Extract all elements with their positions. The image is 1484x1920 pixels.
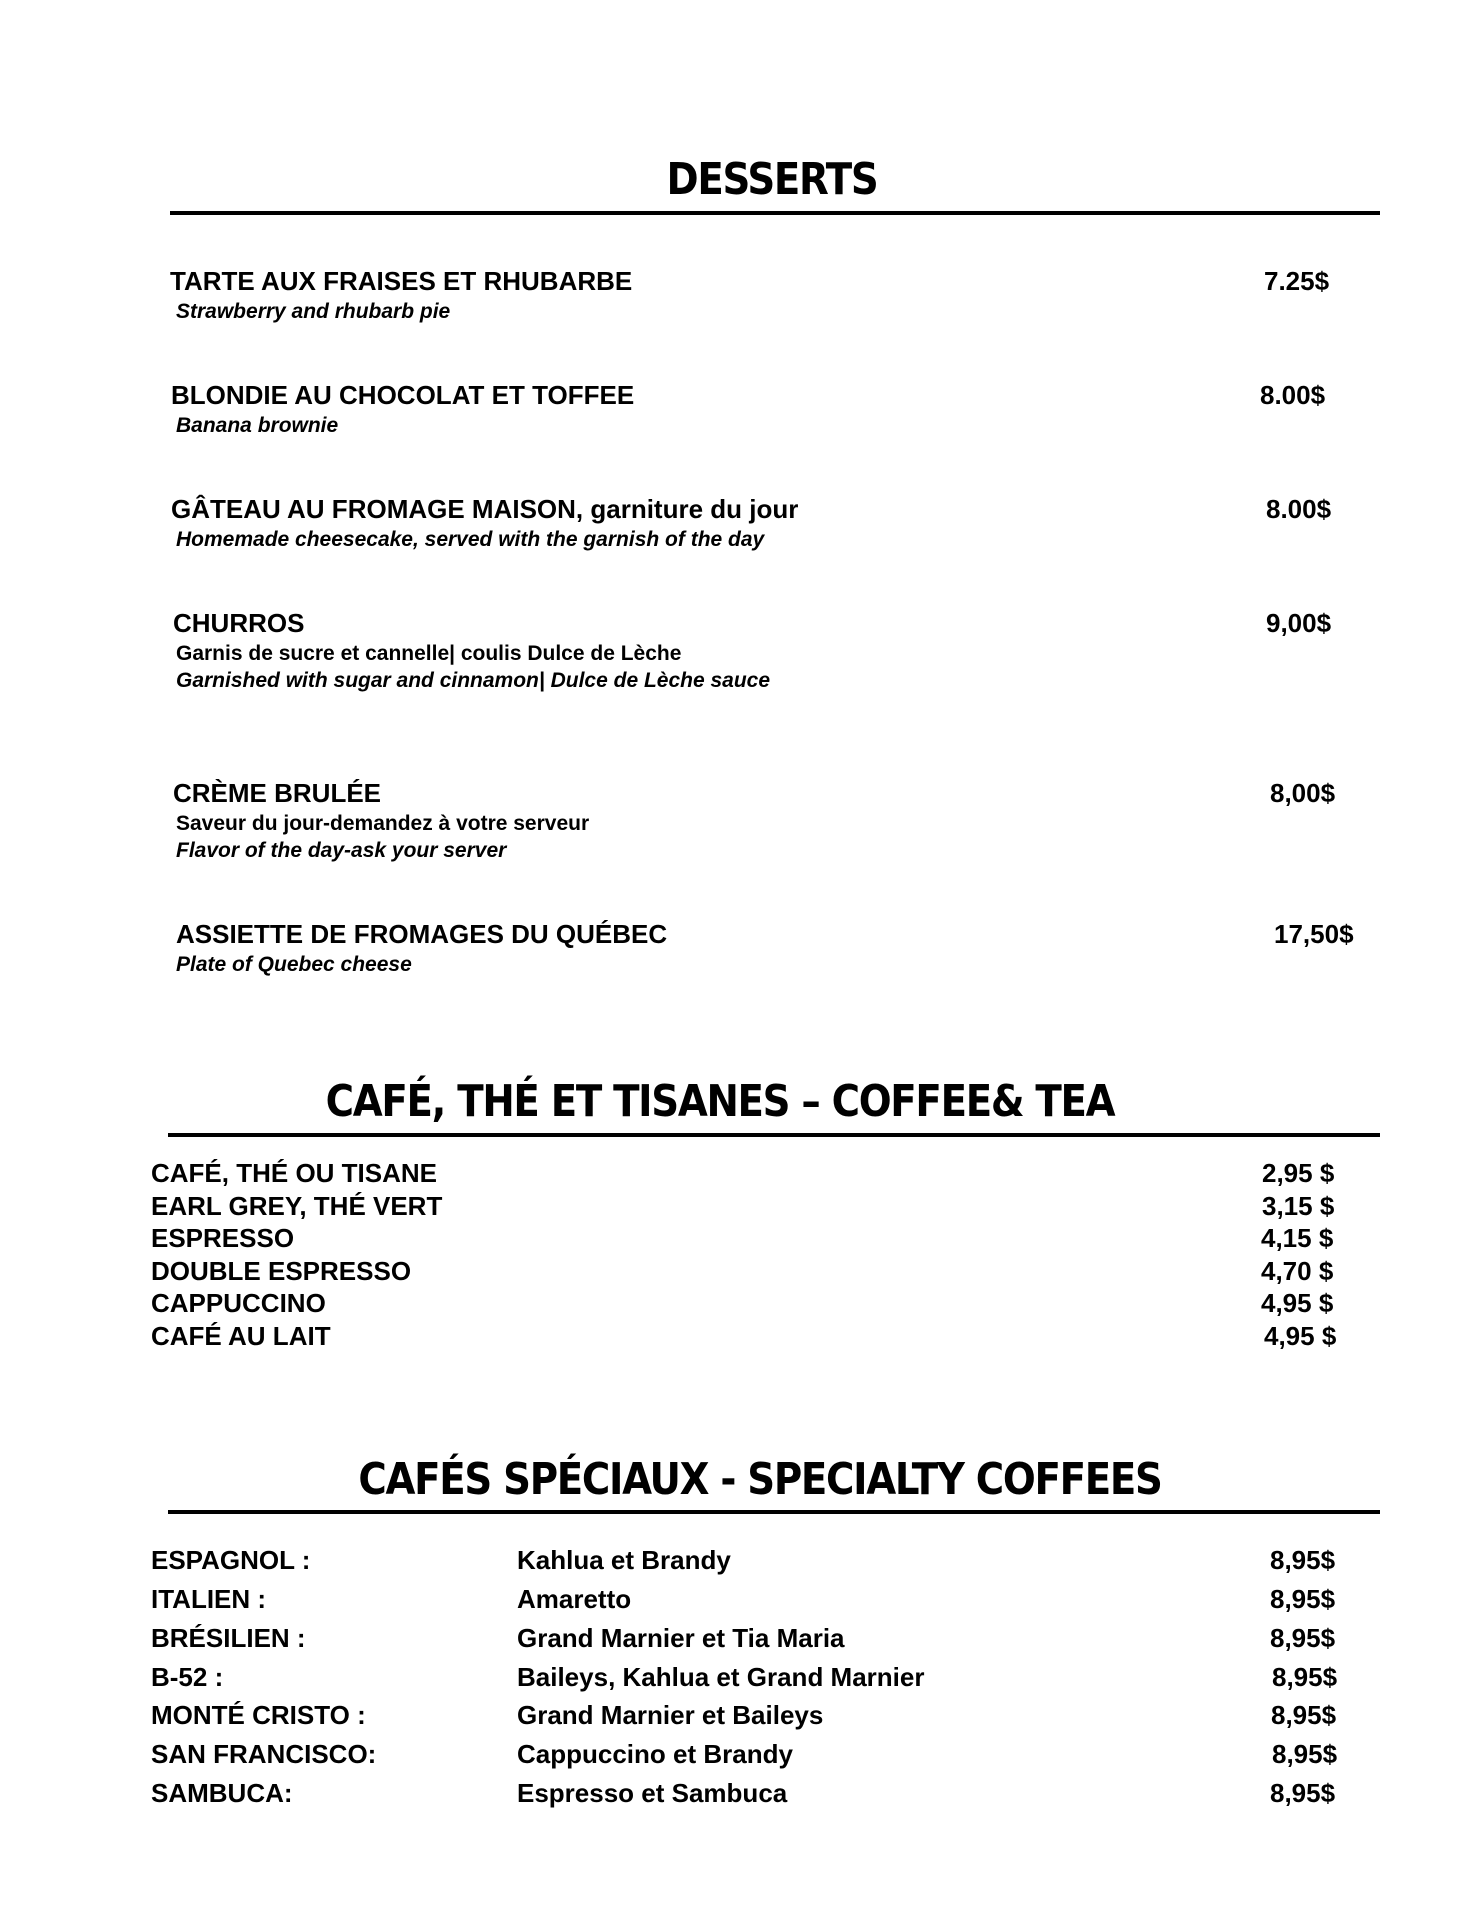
dessert-desc: Garnished with sugar and cinnamon| Dulce de Lèche sauce bbox=[176, 669, 771, 692]
coffee-tea-heading: CAFÉ, THÉ ET TISANES – COFFEE& TEA bbox=[325, 1076, 1115, 1127]
specialty-liquor: Grand Marnier et Tia Maria bbox=[517, 1623, 845, 1653]
specialty-liquor: Kahlua et Brandy bbox=[517, 1545, 731, 1575]
specialty-price: 8,95$ bbox=[1270, 1778, 1336, 1808]
dessert-desc: Flavor of the day-ask your server bbox=[176, 839, 507, 862]
dessert-desc: Plate of Quebec cheese bbox=[176, 953, 412, 976]
specialty-liquor: Baileys, Kahlua et Grand Marnier bbox=[517, 1662, 925, 1692]
specialty-price: 8,95$ bbox=[1271, 1700, 1337, 1730]
coffee-price: 2,95 $ bbox=[1262, 1158, 1335, 1188]
specialty-price: 8,95$ bbox=[1270, 1623, 1336, 1653]
specialty-name: B-52 : bbox=[151, 1662, 224, 1692]
dessert-price: 8.00$ bbox=[1266, 494, 1332, 524]
specialty-name: SAN FRANCISCO: bbox=[151, 1739, 377, 1769]
dessert-desc: Homemade cheesecake, served with the garnish of the day bbox=[176, 528, 765, 551]
specialty-liquor: Grand Marnier et Baileys bbox=[517, 1700, 824, 1730]
dessert-price: 9,00$ bbox=[1266, 608, 1332, 638]
coffee-name: CAFÉ AU LAIT bbox=[151, 1321, 331, 1351]
coffee-price: 4,95 $ bbox=[1261, 1288, 1334, 1318]
specialty-liquor: Espresso et Sambuca bbox=[517, 1778, 788, 1808]
coffee-name: ESPRESSO bbox=[151, 1223, 295, 1253]
coffee-name: CAPPUCCINO bbox=[151, 1288, 326, 1318]
specialty-name: BRÉSILIEN : bbox=[151, 1623, 306, 1653]
specialty-liquor: Cappuccino et Brandy bbox=[517, 1739, 793, 1769]
specialty-name: ITALIEN : bbox=[151, 1584, 267, 1614]
specialty-price: 8,95$ bbox=[1270, 1545, 1336, 1575]
coffee-price: 4,70 $ bbox=[1261, 1256, 1334, 1286]
specialty-price: 8,95$ bbox=[1272, 1739, 1338, 1769]
coffee-price: 4,15 $ bbox=[1261, 1223, 1334, 1253]
dessert-desc-fr: Saveur du jour-demandez à votre serveur bbox=[176, 812, 590, 835]
coffee-name: CAFÉ, THÉ OU TISANE bbox=[151, 1158, 438, 1188]
coffee-tea-divider bbox=[168, 1133, 1380, 1137]
specialty-name: ESPAGNOL : bbox=[151, 1545, 311, 1575]
dessert-name: ASSIETTE DE FROMAGES DU QUÉBEC bbox=[176, 919, 668, 949]
dessert-desc: Banana brownie bbox=[176, 414, 339, 437]
specialty-divider bbox=[168, 1510, 1380, 1514]
specialty-price: 8,95$ bbox=[1270, 1584, 1336, 1614]
dessert-price: 8,00$ bbox=[1270, 778, 1336, 808]
dessert-desc: Strawberry and rhubarb pie bbox=[176, 300, 451, 323]
specialty-heading: CAFÉS SPÉCIAUX - SPECIALTY COFFEES bbox=[358, 1454, 1162, 1505]
specialty-liquor: Amaretto bbox=[517, 1584, 632, 1614]
desserts-heading: DESSERTS bbox=[666, 154, 878, 205]
dessert-price: 8.00$ bbox=[1260, 380, 1326, 410]
dessert-name: CHURROS bbox=[173, 608, 305, 638]
coffee-name: EARL GREY, THÉ VERT bbox=[151, 1191, 443, 1221]
dessert-desc-fr: Garnis de sucre et cannelle| coulis Dulce de Lèche bbox=[176, 642, 682, 665]
coffee-price: 4,95 $ bbox=[1264, 1321, 1337, 1351]
desserts-divider bbox=[170, 211, 1380, 215]
specialty-name: MONTÉ CRISTO : bbox=[151, 1700, 366, 1730]
dessert-name: BLONDIE AU CHOCOLAT ET TOFFEE bbox=[171, 380, 635, 410]
specialty-name: SAMBUCA: bbox=[151, 1778, 293, 1808]
specialty-price: 8,95$ bbox=[1272, 1662, 1338, 1692]
coffee-name: DOUBLE ESPRESSO bbox=[151, 1256, 412, 1286]
dessert-price: 7.25$ bbox=[1264, 266, 1330, 296]
coffee-price: 3,15 $ bbox=[1262, 1191, 1335, 1221]
dessert-name: GÂTEAU AU FROMAGE MAISON, garniture du jour bbox=[171, 494, 799, 524]
dessert-name: CRÈME BRULÉE bbox=[173, 778, 382, 808]
dessert-name: TARTE AUX FRAISES ET RHUBARBE bbox=[170, 266, 633, 296]
dessert-price: 17,50$ bbox=[1274, 919, 1354, 949]
